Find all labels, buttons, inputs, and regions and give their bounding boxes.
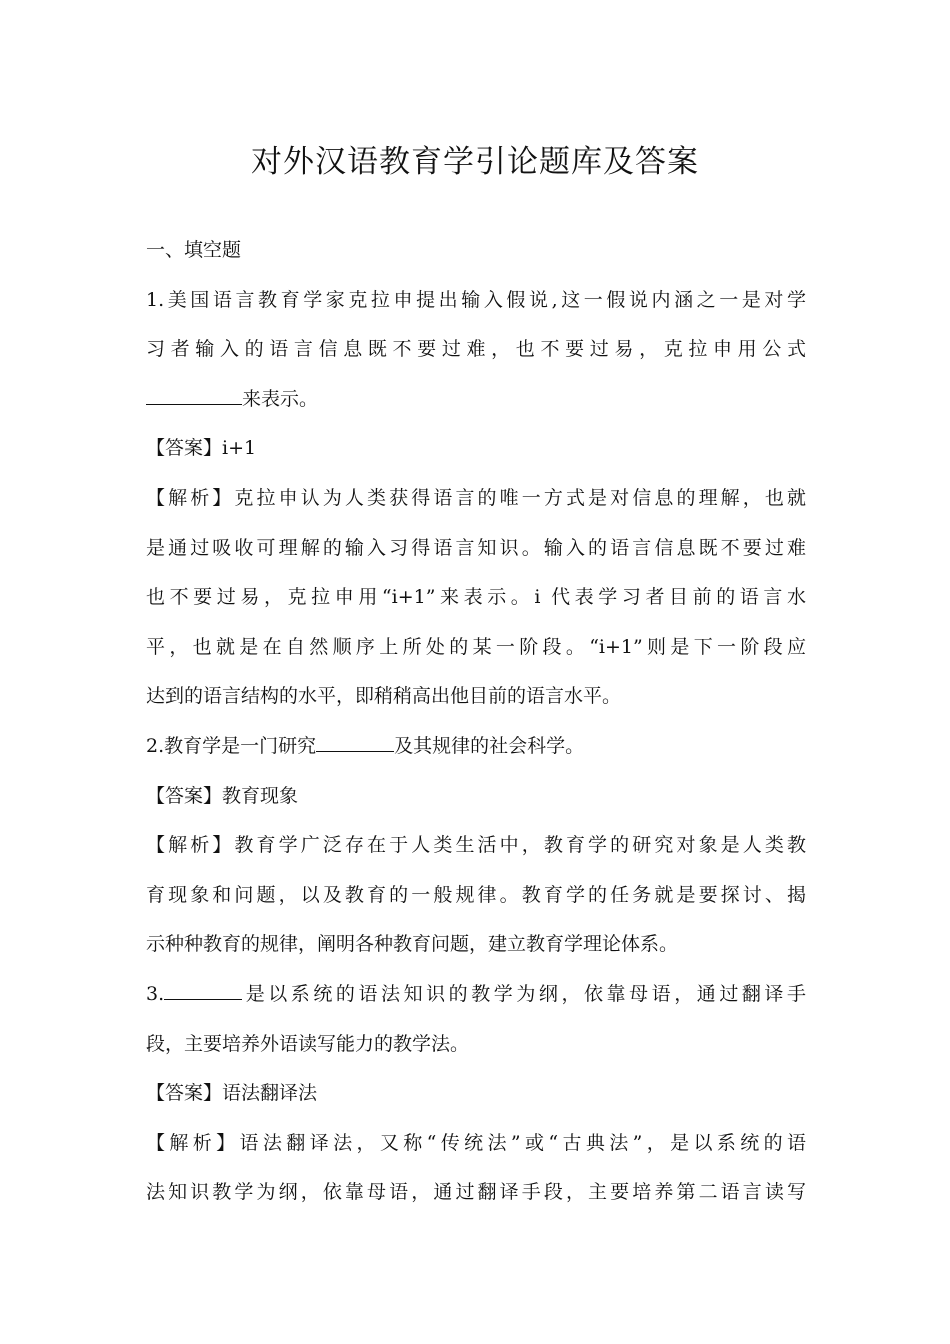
question-2-analysis-line-1: 【解析】教育学广泛存在于人类生活中，教育学的研究对象是人类教 — [146, 834, 806, 857]
document-title: 对外汉语教育学引论题库及答案 — [251, 144, 699, 180]
question-3-line-2: 段，主要培养外语读写能力的教学法。 — [146, 1032, 470, 1055]
question-3-analysis-line-2: 法知识教学为纲，依靠母语，通过翻译手段，主要培养第二语言读写 — [146, 1181, 806, 1204]
question-1-analysis-line-5: 达到的语言结构的水平，即稍稍高出他目前的语言水平。 — [146, 685, 622, 708]
question-1-analysis-line-4: 平，也就是在自然顺序上所处的某一阶段。“i+1”则是下一阶段应 — [146, 635, 806, 658]
question-3-before: 3. — [146, 982, 165, 1005]
question-1-line-1: 1.美国语言教育学家克拉申提出输入假说,这一假说内涵之一是对学 — [146, 288, 806, 311]
fill-blank — [146, 384, 242, 405]
question-2-after: 及其规律的社会科学。 — [394, 734, 585, 757]
question-3-line-1 — [146, 970, 806, 1020]
fill-blank — [316, 731, 394, 752]
question-3-after: 是以系统的语法知识的教学为纲，依靠母语，通过翻译手 — [242, 982, 806, 1005]
question-2-answer: 【答案】教育现象 — [146, 784, 299, 807]
question-1-analysis-line-1: 【解析】克拉申认为人类获得语言的唯一方式是对信息的理解，也就 — [146, 486, 806, 509]
question-3-answer: 【答案】语法翻译法 — [146, 1082, 318, 1105]
question-2-before: 2.教育学是一门研究 — [146, 734, 317, 757]
section-heading: 一、填空题 — [146, 239, 242, 261]
fill-blank — [164, 979, 242, 1000]
question-1-analysis-line-2: 是通过吸收可理解的输入习得语言知识。输入的语言信息既不要过难 — [146, 536, 806, 559]
question-2 — [146, 722, 806, 772]
question-2-analysis-line-3: 示种种教育的规律，阐明各种教育问题，建立教育学理论体系。 — [146, 933, 679, 956]
question-1-line-2: 习者输入的语言信息既不要过难，也不要过易，克拉申用公式 — [146, 338, 806, 361]
question-2-analysis-line-2: 育现象和问题，以及教育的一般规律。教育学的任务就是要探讨、揭 — [146, 883, 806, 906]
question-1-line-3 — [146, 375, 806, 425]
question-1-answer: 【答案】i+1 — [146, 437, 257, 460]
question-3-analysis-line-1: 【解析】语法翻译法，又称“传统法”或“古典法”，是以系统的语 — [146, 1131, 806, 1154]
question-1-analysis-line-3: 也不要过易，克拉申用“i+1”来表示。i 代表学习者目前的语言水 — [146, 586, 806, 609]
question-1-line-3-text: 来表示。 — [242, 387, 319, 410]
document-body — [146, 226, 806, 1218]
